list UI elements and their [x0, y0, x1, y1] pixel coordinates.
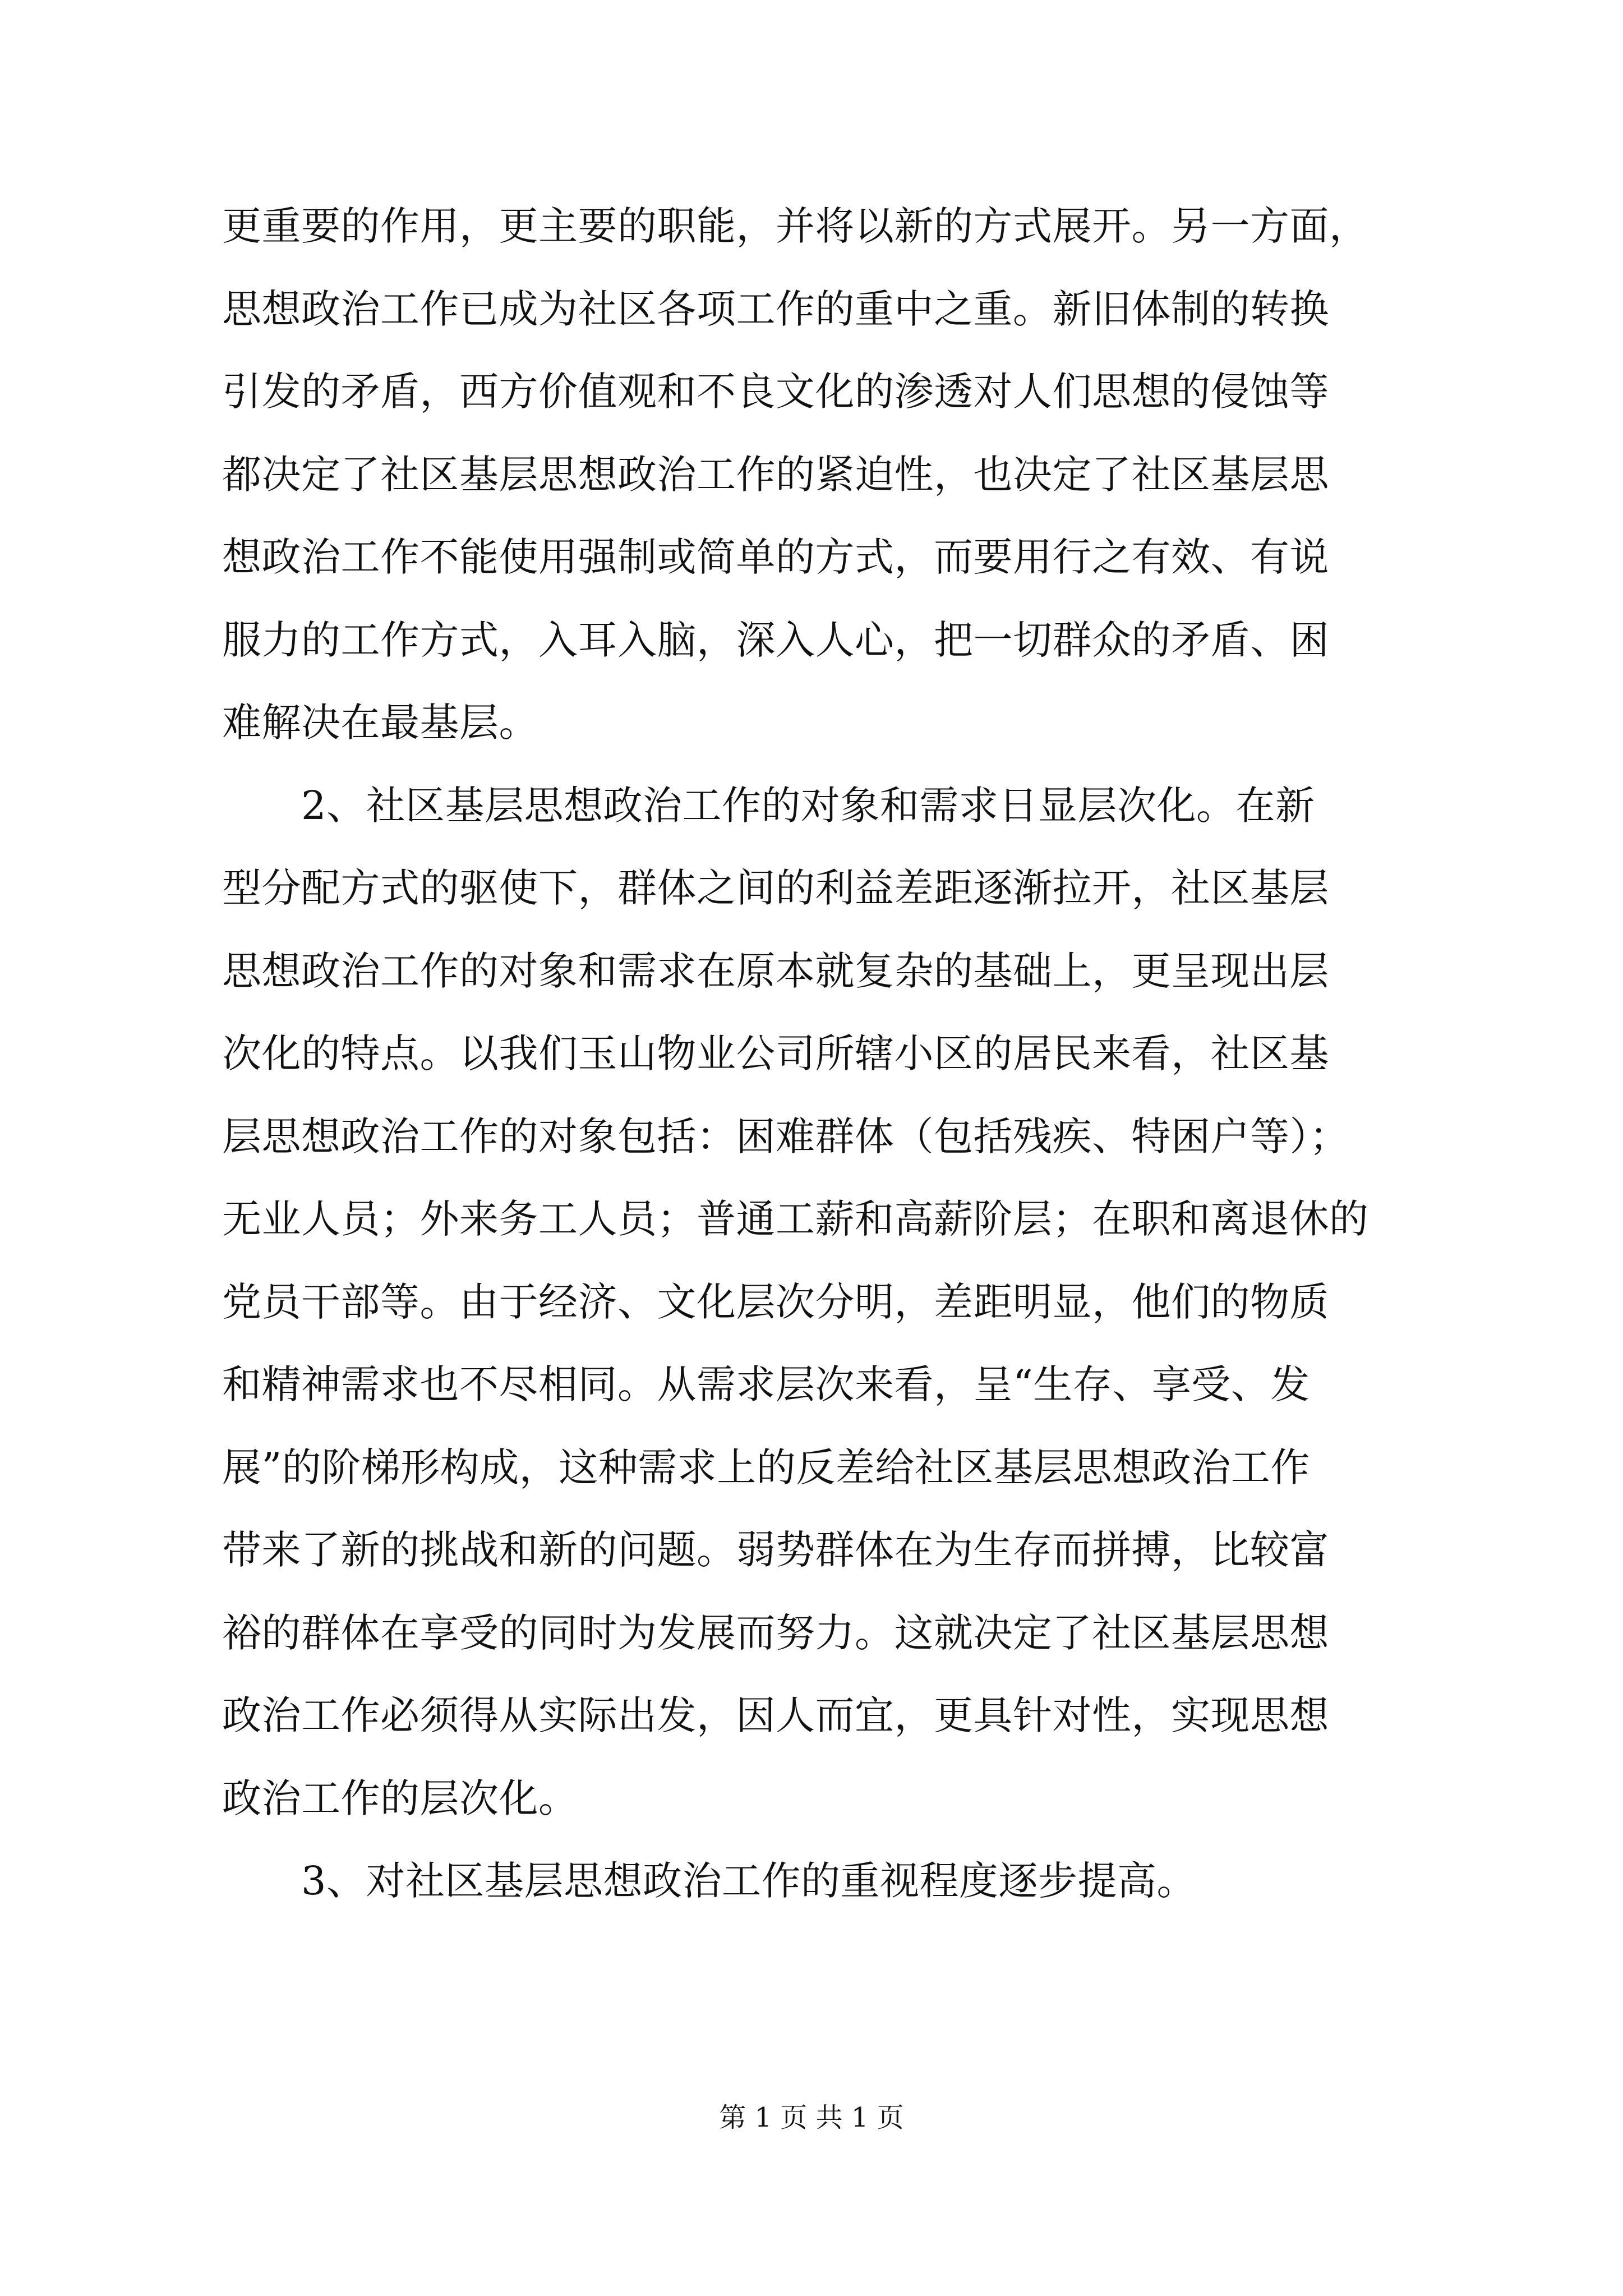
text-line: 层思想政治工作的对象包括：困难群体（包括残疾、特困户等）；: [222, 1113, 1349, 1159]
text-line: 引发的矛盾，西方价值观和不良文化的渗透对人们思想的侵蚀等: [222, 369, 1329, 415]
text-line: 型分配方式的驱使下，群体之间的利益差距逐渐拉开，社区基层: [222, 865, 1329, 911]
text-line: 难解决在最基层。: [222, 700, 538, 746]
page-number-footer: 第 1 页 共 1 页: [719, 2102, 904, 2133]
text-line: 政治工作的层次化。: [222, 1775, 578, 1821]
text-line: 想政治工作不能使用强制或简单的方式，而要用行之有效、有说: [222, 534, 1329, 580]
text-line: 带来了新的挑战和新的问题。弱势群体在为生存而拼搏，比较富: [222, 1527, 1329, 1573]
text-line: 和精神需求也不尽相同。从需求层次来看，呈“生存、享受、发: [222, 1361, 1310, 1407]
text-line: 3、对社区基层思想政治工作的重视程度逐步提高。: [222, 1858, 1197, 1904]
text-line: 思想政治工作的对象和需求在原本就复杂的基础上，更呈现出层: [222, 947, 1329, 994]
text-line: 党员干部等。由于经济、文化层次分明，差距明显，他们的物质: [222, 1278, 1329, 1325]
text-line: 服力的工作方式，入耳入脑，深入人心，把一切群众的矛盾、困: [222, 616, 1329, 663]
text-line: 裕的群体在享受的同时为发展而努力。这就决定了社区基层思想: [222, 1609, 1329, 1656]
text-line: 展”的阶梯形构成，这种需求上的反差给社区基层思想政治工作: [222, 1444, 1310, 1490]
text-line: 政治工作必须得从实际出发，因人而宜，更具针对性，实现思想: [222, 1692, 1329, 1738]
text-line: 次化的特点。以我们玉山物业公司所辖小区的居民来看，社区基: [222, 1030, 1329, 1076]
text-line: 无业人员；外来务工人员；普通工薪和高薪阶层；在职和离退休的: [222, 1196, 1369, 1242]
text-line: 都决定了社区基层思想政治工作的紧迫性，也决定了社区基层思: [222, 451, 1329, 498]
text-line: 更重要的作用，更主要的职能，并将以新的方式展开。另一方面，: [222, 203, 1369, 249]
text-line: 2、社区基层思想政治工作的对象和需求日显层次化。在新: [222, 782, 1315, 829]
document-body: [222, 185, 1422, 1923]
text-line: 思想政治工作已成为社区各项工作的重中之重。新旧体制的转换: [222, 286, 1329, 332]
